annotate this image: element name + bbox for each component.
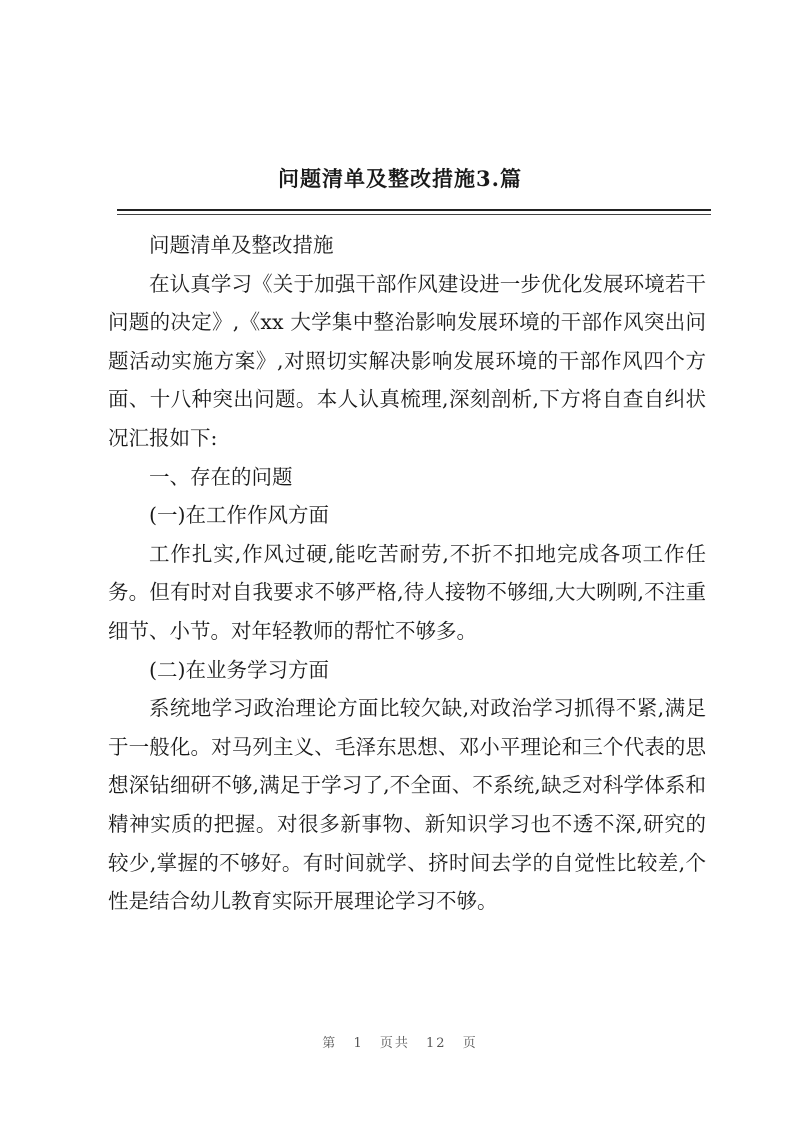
document-subtitle: 问题清单及整改措施 bbox=[149, 233, 334, 257]
footer-suffix: 页 bbox=[462, 1036, 478, 1051]
paragraph-work-style: 工作扎实,作风过硬,能吃苦耐劳,不折不扣地完成各项工作任务。但有时对自我要求不够严格,待人接物不够细,大大咧咧,不注重细节、小节。对年轻教师的帮忙不够多。 bbox=[108, 541, 706, 643]
footer-middle: 页共 bbox=[379, 1036, 410, 1051]
heading-existing-problems: 一、存在的问题 bbox=[149, 464, 293, 489]
document-title: 问题清单及整改措施3.篇 bbox=[278, 166, 522, 191]
paragraph-business-study: 系统地学习政治理论方面比较欠缺,对政治学习抓得不紧,满足于一般化。对马列主义、毛泽东思想、邓小平理论和三个代表的思想深钻细研不够,满足于学习了,不全面、不系统,缺乏对科学体系和精神实质的把握。对很多新事物、新知识学习也不透不深,研究的较少,掌握的不够好。有时间就学、挤时间去学的自觉性比较差,个性是结合幼儿教育实际开展理论学习不够。 bbox=[108, 696, 706, 914]
footer-total-pages: 12 bbox=[426, 1036, 447, 1051]
title-divider-thin bbox=[117, 214, 711, 215]
heading-business-study: (二)在业务学习方面 bbox=[149, 657, 329, 682]
footer-current-page: 1 bbox=[353, 1036, 364, 1051]
footer-prefix: 第 bbox=[322, 1036, 338, 1051]
paragraph-intro: 在认真学习《关于加强干部作风建设进一步优化发展环境若干问题的决定》,《xx 大学集中整治影响发展环境的干部作风突出问题活动实施方案》,对照切实解决影响发展环境的干部作风四个方面、十八种突出问题。本人认真梳理,深刻剖析,下方将自查自纠状况汇报如下: bbox=[108, 271, 706, 450]
title-divider-thick bbox=[117, 209, 711, 211]
page-number-footer bbox=[0, 1032, 800, 1051]
document-body bbox=[108, 226, 706, 921]
heading-work-style: (一)在工作作风方面 bbox=[149, 503, 329, 528]
